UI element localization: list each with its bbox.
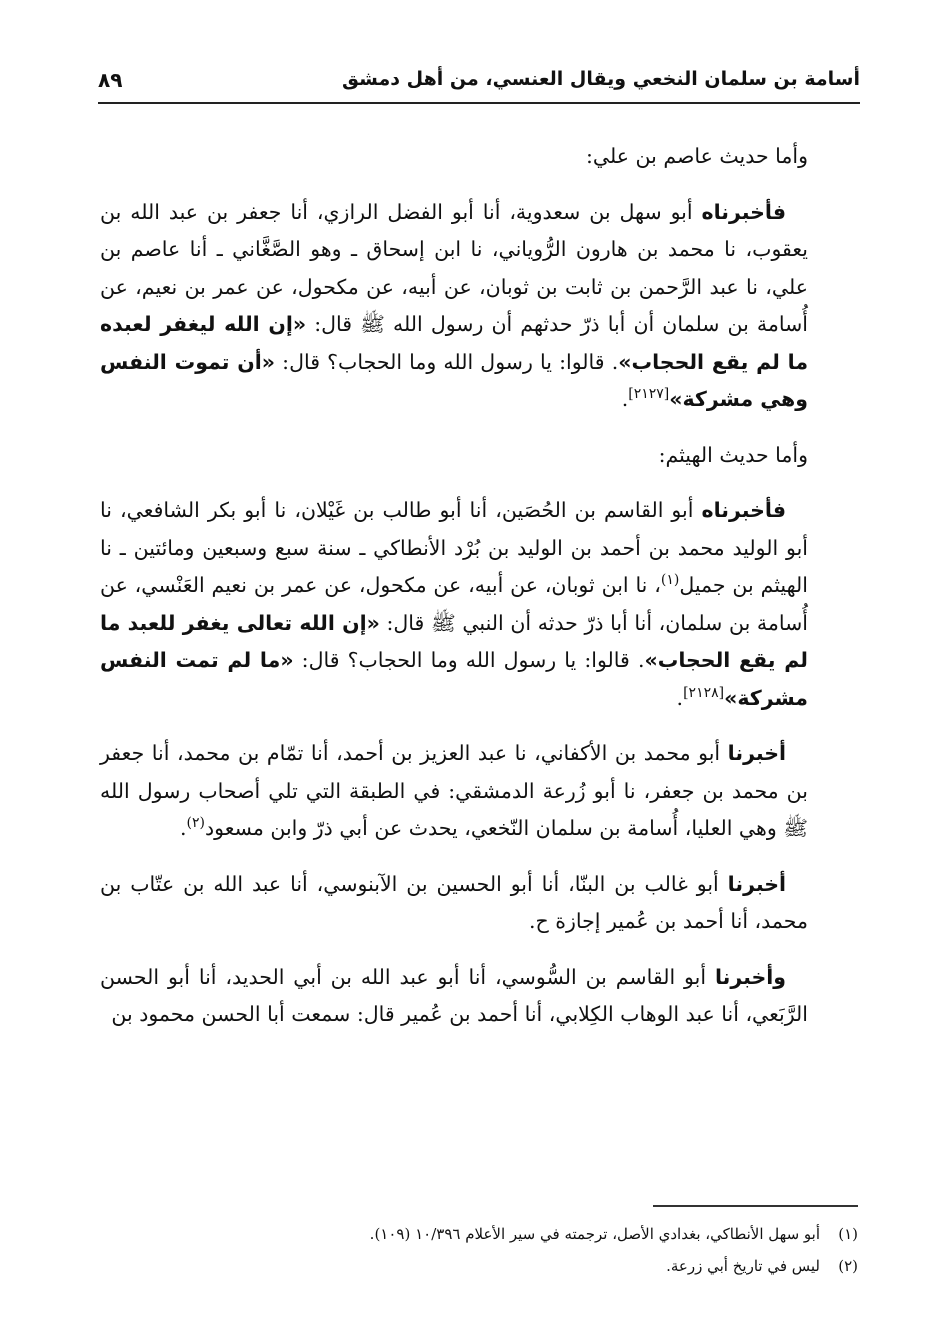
hadith-quote: «ما لم تمت النفس مشركة»	[100, 648, 808, 710]
keyword: وأخبرنا	[714, 964, 786, 989]
keyword: أخبرنا	[727, 741, 786, 765]
paragraph-end: .	[621, 387, 629, 411]
footnote-number: (١)	[838, 1225, 858, 1243]
paragraph-text: . قالوا: يا رسول الله وما الحجاب؟ قال:	[275, 349, 619, 374]
paragraph	[100, 735, 808, 848]
page-header	[98, 68, 860, 98]
footnote-marker: (٢)	[186, 815, 205, 832]
paragraph-end: .	[676, 685, 684, 710]
header-rule	[98, 102, 860, 104]
hadith-quote: «إن الله ليغفر لعبده ما لم يقع الحجاب»	[100, 312, 809, 374]
footnote-text: ليس في تاريخ أبي زرعة.	[666, 1257, 820, 1275]
section-heading: وأما حديث الهيثم:	[658, 442, 808, 467]
footnote-marker: (١)	[660, 572, 680, 589]
keyword: أخبرنا	[727, 871, 786, 896]
keyword: فأخبرناه	[701, 498, 786, 522]
paragraph	[100, 194, 808, 419]
reference-number: [٢١٢٧]	[628, 386, 670, 403]
main-text	[100, 138, 808, 1052]
footnote-number: (٢)	[838, 1257, 858, 1275]
paragraph-text: أبو محمد بن الأكفاني، نا عبد العزيز بن أحمد، أنا تمّام بن محمد، أنا جعفر بن محمد بن جعفر، نا أبو زُرعة الدمشقي: في الطبقة التي تلي أصحاب رسول الله ﷺ وهي العليا، أُسامة بن سلمان النّخعي، يحدث عن أبي ذرّ وابن مسعود	[100, 741, 808, 840]
paragraph-text: أبو القاسم بن الحُصَين، أنا أبو طالب بن غَيْلان، نا أبو بكر الشافعي، نا أبو الوليد محمد بن أحمد بن الوليد بن بُرْد الأنطاكي ـ سنة سبع وسبعين ومائتين ـ نا الهيثم بن جميل	[100, 498, 808, 597]
section-heading: وأما حديث عاصم بن علي:	[585, 144, 808, 168]
reference-number: [٢١٢٨]	[683, 684, 725, 701]
hadith-quote: «أن تموت النفس وهي مشركة»	[100, 349, 808, 411]
footnote	[150, 1250, 858, 1282]
paragraph-text: أبو سهل بن سعدوية، أنا أبو الفضل الرازي، أنا جعفر بن عبد الله بن يعقوب، نا محمد بن هارون الرُّوياني، نا ابن إسحاق ـ وهو الصَّغَّاني ـ أنا عاصم بن علي، نا عبد الرَّحمن بن ثابت بن ثوبان، عن أبيه، عن مكحول، عن عمر بن نعيم، عن أُسامة بن سلمان أن أبا ذرّ حدثهم أن رسول الله ﷺ قال:	[100, 199, 808, 336]
paragraph-text: أبو القاسم بن السُّوسي، أنا أبو عبد الله بن أبي الحديد، أنا أبو الحسن الرَّبَعي، أنا عبد الوهاب الكِلابي، أنا أحمد بن عُمير قال: سمعت أبا الحسن محمود بن	[100, 964, 808, 1026]
hadith-quote: «إن الله تعالى يغفر للعبد ما لم يقع الحجاب»	[100, 610, 808, 672]
page-number: ٨٩	[98, 68, 123, 92]
paragraph-text: ، نا ابن ثوبان، عن أبيه، عن مكحول، عن عمر بن نعيم العَنْسي، عن أُسامة بن سلمان، أنا أبا ذرّ حدثه أن النبي ﷺ قال:	[100, 573, 808, 635]
paragraph	[100, 866, 808, 941]
paragraph-text: أبو غالب بن البنّا، أنا أبو الحسين بن الآبنوسي، أنا عبد الله بن عتّاب بن محمد، أنا أحمد بن عُمير إجازة ح.	[100, 871, 808, 933]
footnote-rule	[653, 1205, 858, 1207]
paragraph-text: . قالوا: يا رسول الله وما الحجاب؟ قال:	[293, 648, 645, 672]
paragraph	[100, 492, 808, 717]
keyword: فأخبرناه	[701, 199, 786, 224]
footnote-text: أبو سهل الأنطاكي، بغدادي الأصل، ترجمته في سير الأعلام ١٠/٣٩٦ (١٠٩).	[369, 1225, 820, 1243]
paragraph-end: .	[179, 816, 187, 840]
footnotes	[150, 1218, 858, 1282]
footnote	[150, 1218, 858, 1250]
paragraph	[100, 959, 808, 1034]
running-title: أسامة بن سلمان النخعي ويقال العنسي، من أهل دمشق	[342, 68, 860, 90]
